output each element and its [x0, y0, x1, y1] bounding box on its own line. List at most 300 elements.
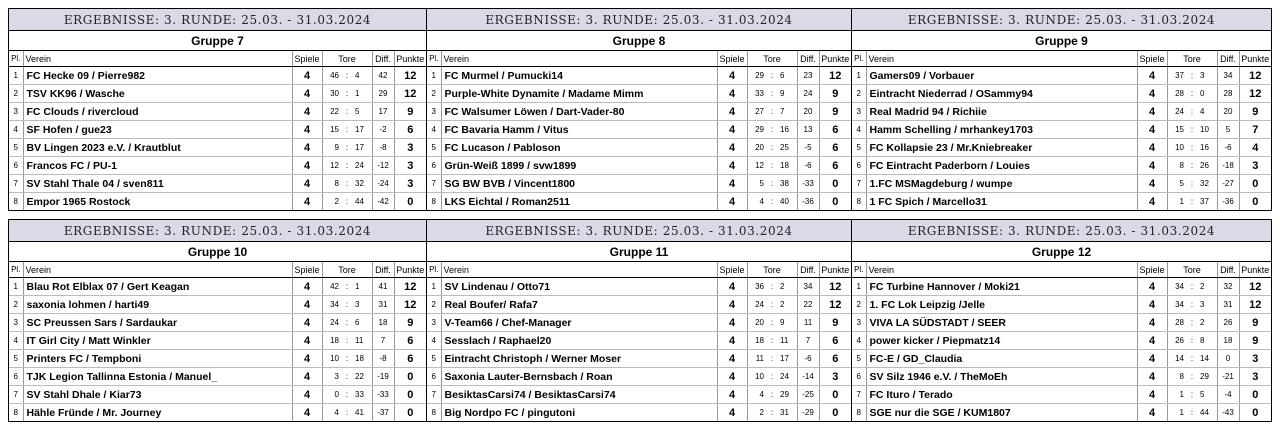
place-cell: 2	[9, 296, 23, 314]
points-cell: 9	[819, 85, 851, 103]
team-cell: BesiktasCarsi74 / BesiktasCarsi74	[441, 386, 717, 404]
goals-separator: :	[1187, 139, 1197, 157]
goals-for-cell: 29	[747, 67, 767, 85]
team-cell: Hähle Fründe / Mr. Journey	[23, 404, 292, 422]
goals-separator: :	[767, 386, 777, 404]
games-cell: 4	[1137, 332, 1167, 350]
goals-against-cell: 3	[1197, 67, 1217, 85]
goals-against-cell: 7	[777, 103, 797, 121]
goals-separator: :	[1187, 350, 1197, 368]
group-panel	[851, 219, 1272, 422]
goals-separator: :	[1190, 197, 1194, 206]
col-header-diff: Diff.	[797, 262, 819, 278]
games-cell: 4	[717, 175, 747, 193]
points-cell: 9	[1239, 314, 1271, 332]
col-header-team: Verein	[866, 262, 1137, 278]
goals-for-cell: 8	[1167, 368, 1187, 386]
place-cell: 7	[427, 175, 441, 193]
points-cell: 6	[394, 350, 426, 368]
goals-separator: :	[1187, 296, 1197, 314]
goals-for-cell: 10	[1167, 139, 1187, 157]
table-row	[427, 278, 851, 296]
games-cell: 4	[292, 350, 322, 368]
diff-cell: -6	[797, 157, 819, 175]
goals-against-cell: 0	[1197, 85, 1217, 103]
standings-table	[427, 262, 851, 421]
goals-separator: :	[1187, 67, 1197, 85]
standings-table	[852, 51, 1271, 210]
table-row	[427, 175, 851, 193]
goals-for-cell: 33	[747, 85, 767, 103]
points-cell: 7	[1239, 121, 1271, 139]
goals-for-cell: 37	[1167, 67, 1187, 85]
team-cell: FC Bavaria Hamm / Vitus	[441, 121, 717, 139]
goals-against-cell: 16	[777, 121, 797, 139]
goals-separator: :	[1187, 175, 1197, 193]
table-row	[427, 139, 851, 157]
goals-separator: :	[1190, 408, 1194, 417]
table-row	[427, 103, 851, 121]
goals-separator: :	[342, 314, 352, 332]
table-row	[427, 67, 851, 85]
diff-cell: -6	[797, 350, 819, 368]
col-header-points: Punkte	[1239, 262, 1271, 278]
place-cell: 5	[9, 350, 23, 368]
games-cell: 4	[292, 103, 322, 121]
table-row	[9, 368, 426, 386]
goals-against-cell: 2	[1197, 278, 1217, 296]
goals-against-cell: 3	[1197, 296, 1217, 314]
table-row	[9, 139, 426, 157]
goals-against-cell: 37	[1197, 193, 1217, 211]
place-cell: 1	[427, 67, 441, 85]
games-cell: 4	[292, 368, 322, 386]
games-cell: 4	[292, 67, 322, 85]
points-cell: 0	[819, 386, 851, 404]
team-cell: Real Madrid 94 / Richiie	[866, 103, 1137, 121]
games-cell: 4	[1137, 368, 1167, 386]
points-cell: 0	[407, 406, 414, 419]
goals-separator: :	[345, 197, 349, 206]
diff-cell: -36	[1217, 193, 1239, 211]
games-cell: 4	[292, 314, 322, 332]
place-cell: 5	[9, 139, 23, 157]
table-row	[852, 139, 1271, 157]
col-header-goals: Tore	[747, 262, 797, 278]
table-row	[427, 296, 851, 314]
points-cell: 3	[1239, 350, 1271, 368]
table-row	[427, 332, 851, 350]
team-cell: power kicker / Piepmatz14	[866, 332, 1137, 350]
goals-separator: :	[767, 332, 777, 350]
diff-cell: -37	[372, 404, 394, 422]
table-row	[9, 85, 426, 103]
diff-cell: 34	[1217, 67, 1239, 85]
goals-for-cell: 5	[1167, 175, 1187, 193]
goals-for-cell: 34	[1167, 296, 1187, 314]
place-cell: 8	[9, 404, 23, 422]
goals-for-cell: 2	[759, 408, 764, 417]
goals-for-cell: 3	[322, 368, 342, 386]
goals-for-cell: 9	[322, 139, 342, 157]
diff-cell: -6	[1217, 139, 1239, 157]
place-cell: 8	[427, 404, 441, 422]
goals-for-cell: 29	[747, 121, 767, 139]
points-cell: 6	[819, 139, 851, 157]
table-row	[427, 386, 851, 404]
group-title: Gruppe 12	[852, 242, 1271, 262]
goals-against-cell: 2	[1197, 314, 1217, 332]
place-cell: 7	[427, 386, 441, 404]
table-header-row	[427, 51, 851, 67]
goals-for-cell: 46	[322, 67, 342, 85]
place-cell: 8	[427, 193, 441, 211]
points-cell: 12	[1239, 67, 1271, 85]
points-cell: 9	[819, 103, 851, 121]
goals-against-cell: 8	[1197, 332, 1217, 350]
games-cell: 4	[292, 139, 322, 157]
diff-cell: -33	[797, 175, 819, 193]
team-cell: FC Walsumer Löwen / Dart-Vader-80	[441, 103, 717, 121]
goals-for-cell: 10	[747, 368, 767, 386]
goals-for-cell: 12	[747, 157, 767, 175]
results-banner: ERGEBNISSE: 3. RUNDE: 25.03. - 31.03.2024	[9, 220, 426, 242]
points-cell: 12	[1239, 85, 1271, 103]
table-row	[9, 175, 426, 193]
place-cell: 4	[9, 121, 23, 139]
goals-separator: :	[767, 175, 777, 193]
goals-for-cell: 34	[1167, 278, 1187, 296]
col-header-points: Punkte	[1239, 51, 1271, 67]
diff-cell: 5	[1217, 121, 1239, 139]
goals-for-cell: 36	[747, 278, 767, 296]
table-row	[427, 404, 851, 422]
points-cell: 9	[1239, 103, 1271, 121]
games-cell: 4	[292, 332, 322, 350]
goals-for-cell: 26	[1167, 332, 1187, 350]
diff-cell: -27	[1217, 175, 1239, 193]
team-cell: 1 FC Spich / Marcello31	[866, 193, 1137, 211]
standings-table	[852, 262, 1271, 421]
col-header-games: Spiele	[1137, 262, 1167, 278]
points-cell: 3	[1239, 157, 1271, 175]
group-panel	[426, 8, 851, 211]
goals-for-cell: 18	[322, 332, 342, 350]
goals-for-cell: 15	[322, 121, 342, 139]
goals-for-cell: 18	[747, 332, 767, 350]
goals-against-cell: 40	[777, 193, 797, 211]
team-cell: saxonia lohmen / harti49	[23, 296, 292, 314]
place-cell: 2	[427, 296, 441, 314]
points-cell: 12	[394, 278, 426, 296]
diff-cell: 0	[1217, 350, 1239, 368]
games-cell: 4	[717, 157, 747, 175]
table-row	[9, 314, 426, 332]
col-header-place: Pl.	[852, 262, 866, 278]
goals-separator: :	[1187, 386, 1197, 404]
table-row	[427, 314, 851, 332]
goals-separator: :	[770, 408, 774, 417]
group-title: Gruppe 8	[427, 31, 851, 51]
goals-for-cell: 20	[747, 314, 767, 332]
games-cell: 4	[717, 139, 747, 157]
diff-cell: 29	[372, 85, 394, 103]
diff-cell: -33	[372, 386, 394, 404]
team-cell: SC Preussen Sars / Sardaukar	[23, 314, 292, 332]
goals-for-cell: 1	[1179, 197, 1184, 206]
points-cell: 12	[819, 296, 851, 314]
goals-for-cell: 0	[322, 386, 342, 404]
goals-separator: :	[342, 139, 352, 157]
team-cell: TJK Legion Tallinna Estonia / Manuel_	[23, 368, 292, 386]
place-cell: 7	[852, 386, 866, 404]
goals-separator: :	[342, 332, 352, 350]
goals-separator: :	[1187, 314, 1197, 332]
goals-against-cell: 1	[352, 278, 372, 296]
goals-separator: :	[767, 368, 777, 386]
games-cell: 4	[717, 278, 747, 296]
games-cell: 4	[292, 404, 322, 422]
points-cell: 0	[1252, 406, 1259, 419]
table-row	[852, 67, 1271, 85]
place-cell: 1	[852, 278, 866, 296]
goals-for-cell: 4	[759, 197, 764, 206]
goals-against-cell: 1	[352, 85, 372, 103]
place-cell: 1	[9, 278, 23, 296]
goals-against-cell: 16	[1197, 139, 1217, 157]
diff-cell: 28	[1217, 85, 1239, 103]
goals-separator: :	[342, 350, 352, 368]
goals-separator: :	[342, 175, 352, 193]
place-cell: 2	[852, 296, 866, 314]
goals-separator: :	[342, 157, 352, 175]
goals-separator: :	[342, 85, 352, 103]
place-cell: 8	[9, 193, 23, 211]
diff-cell: 13	[797, 121, 819, 139]
standings-table	[9, 262, 426, 421]
team-cell: SGE nur die SGE / KUM1807	[866, 404, 1137, 422]
diff-cell: 11	[797, 314, 819, 332]
goals-for-cell: 28	[1167, 314, 1187, 332]
table-header-row	[852, 51, 1271, 67]
standings-table	[427, 51, 851, 210]
diff-cell: 31	[1217, 296, 1239, 314]
team-cell: FC Eintracht Paderborn / Louies	[866, 157, 1137, 175]
goals-against-cell: 31	[777, 404, 797, 422]
table-header-row	[427, 262, 851, 278]
goals-separator: :	[1187, 121, 1197, 139]
table-row	[427, 368, 851, 386]
points-cell: 0	[394, 386, 426, 404]
games-cell: 4	[717, 85, 747, 103]
place-cell: 5	[427, 350, 441, 368]
diff-cell: -36	[797, 193, 819, 211]
table-row	[852, 404, 1271, 422]
points-cell: 9	[819, 314, 851, 332]
table-row	[9, 67, 426, 85]
points-cell: 12	[1239, 278, 1271, 296]
results-grid	[8, 8, 1272, 422]
diff-cell: 31	[372, 296, 394, 314]
place-cell: 4	[427, 332, 441, 350]
table-row	[9, 193, 426, 211]
place-cell: 4	[9, 332, 23, 350]
col-header-team: Verein	[866, 51, 1137, 67]
points-cell: 6	[819, 332, 851, 350]
group-title: Gruppe 10	[9, 242, 426, 262]
team-cell: SV Lindenau / Otto71	[441, 278, 717, 296]
games-cell: 4	[1137, 121, 1167, 139]
goals-separator: :	[767, 278, 777, 296]
goals-against-cell: 11	[352, 332, 372, 350]
col-header-goals: Tore	[747, 51, 797, 67]
place-cell: 2	[9, 85, 23, 103]
diff-cell: -29	[797, 404, 819, 422]
goals-for-cell: 11	[747, 350, 767, 368]
goals-separator: :	[767, 121, 777, 139]
goals-for-cell: 34	[322, 296, 342, 314]
table-row	[852, 121, 1271, 139]
table-row	[852, 103, 1271, 121]
results-banner: ERGEBNISSE: 3. RUNDE: 25.03. - 31.03.2024	[9, 9, 426, 31]
goals-separator: :	[770, 197, 774, 206]
goals-separator: :	[767, 314, 777, 332]
place-cell: 2	[852, 85, 866, 103]
team-cell: Big Nordpo FC / pingutoni	[441, 404, 717, 422]
goals-against-cell: 44	[352, 193, 372, 211]
place-cell: 1	[852, 67, 866, 85]
points-cell: 0	[832, 406, 839, 419]
results-banner: ERGEBNISSE: 3. RUNDE: 25.03. - 31.03.2024	[427, 9, 851, 31]
results-banner: ERGEBNISSE: 3. RUNDE: 25.03. - 31.03.2024	[852, 220, 1271, 242]
team-cell: FC Lucason / Pabloson	[441, 139, 717, 157]
place-cell: 7	[9, 386, 23, 404]
col-header-games: Spiele	[292, 51, 322, 67]
table-row	[852, 278, 1271, 296]
goals-against-cell: 24	[777, 368, 797, 386]
col-header-games: Spiele	[717, 51, 747, 67]
goals-against-cell: 14	[1197, 350, 1217, 368]
goals-against-cell: 6	[352, 314, 372, 332]
team-cell: 1. FC Lok Leipzig /Jelle	[866, 296, 1137, 314]
table-row	[852, 314, 1271, 332]
col-header-team: Verein	[23, 51, 292, 67]
table-row	[9, 121, 426, 139]
goals-separator: :	[1187, 85, 1197, 103]
goals-against-cell: 5	[352, 103, 372, 121]
games-cell: 4	[1137, 386, 1167, 404]
table-row	[9, 103, 426, 121]
goals-separator: :	[342, 121, 352, 139]
goals-separator: :	[1187, 332, 1197, 350]
diff-cell: 42	[372, 67, 394, 85]
team-cell: Real Boufer/ Rafa7	[441, 296, 717, 314]
points-cell: 3	[394, 139, 426, 157]
table-row	[9, 386, 426, 404]
goals-separator: :	[342, 67, 352, 85]
col-header-team: Verein	[23, 262, 292, 278]
team-cell: FC Murmel / Pumucki14	[441, 67, 717, 85]
games-cell: 4	[1137, 67, 1167, 85]
games-cell: 4	[1137, 278, 1167, 296]
points-cell: 3	[1239, 368, 1271, 386]
team-cell: Printers FC / Tempboni	[23, 350, 292, 368]
goals-for-cell: 5	[747, 175, 767, 193]
goals-against-cell: 11	[777, 332, 797, 350]
games-cell: 4	[717, 332, 747, 350]
place-cell: 3	[9, 314, 23, 332]
table-row	[9, 157, 426, 175]
table-header-row	[9, 51, 426, 67]
group-title: Gruppe 9	[852, 31, 1271, 51]
team-cell: Eintracht Christoph / Werner Moser	[441, 350, 717, 368]
goals-for-cell: 14	[1167, 350, 1187, 368]
table-row	[852, 386, 1271, 404]
table-row	[427, 157, 851, 175]
games-cell: 4	[1137, 296, 1167, 314]
points-cell: 6	[819, 350, 851, 368]
table-row	[427, 350, 851, 368]
col-header-points: Punkte	[819, 262, 851, 278]
games-cell: 4	[292, 296, 322, 314]
goals-separator: :	[767, 296, 777, 314]
points-cell: 12	[394, 67, 426, 85]
games-cell: 4	[1137, 85, 1167, 103]
games-cell: 4	[292, 85, 322, 103]
col-header-games: Spiele	[1137, 51, 1167, 67]
goals-against-cell: 17	[777, 350, 797, 368]
team-cell: VIVA LA SÜDSTADT / SEER	[866, 314, 1137, 332]
table-row	[852, 193, 1271, 211]
goals-separator: :	[1187, 103, 1197, 121]
table-header-row	[852, 262, 1271, 278]
team-cell: Francos FC / PU-1	[23, 157, 292, 175]
points-cell: 9	[1239, 332, 1271, 350]
games-cell: 4	[292, 278, 322, 296]
goals-against-cell: 41	[352, 404, 372, 422]
points-cell: 0	[407, 195, 414, 208]
group-panel	[8, 219, 426, 422]
points-cell: 0	[1252, 195, 1259, 208]
goals-against-cell: 2	[777, 278, 797, 296]
goals-for-cell: 20	[747, 139, 767, 157]
goals-against-cell: 44	[1197, 404, 1217, 422]
goals-against-cell: 26	[1197, 157, 1217, 175]
table-row	[9, 278, 426, 296]
games-cell: 4	[1137, 175, 1167, 193]
group-panel	[8, 8, 426, 211]
team-cell: FC Clouds / rivercloud	[23, 103, 292, 121]
games-cell: 4	[717, 103, 747, 121]
goals-against-cell: 5	[1197, 386, 1217, 404]
col-header-diff: Diff.	[372, 262, 394, 278]
diff-cell: 26	[1217, 314, 1239, 332]
goals-against-cell: 17	[352, 121, 372, 139]
goals-against-cell: 29	[777, 386, 797, 404]
col-header-goals: Tore	[1167, 262, 1217, 278]
goals-against-cell: 32	[352, 175, 372, 193]
goals-against-cell: 33	[352, 386, 372, 404]
col-header-diff: Diff.	[1217, 51, 1239, 67]
team-cell: V-Team66 / Chef-Manager	[441, 314, 717, 332]
place-cell: 1	[427, 278, 441, 296]
place-cell: 7	[852, 175, 866, 193]
place-cell: 8	[852, 193, 866, 211]
place-cell: 6	[852, 157, 866, 175]
team-cell: TSV KK96 / Wasche	[23, 85, 292, 103]
col-header-goals: Tore	[322, 51, 372, 67]
goals-against-cell: 18	[777, 157, 797, 175]
